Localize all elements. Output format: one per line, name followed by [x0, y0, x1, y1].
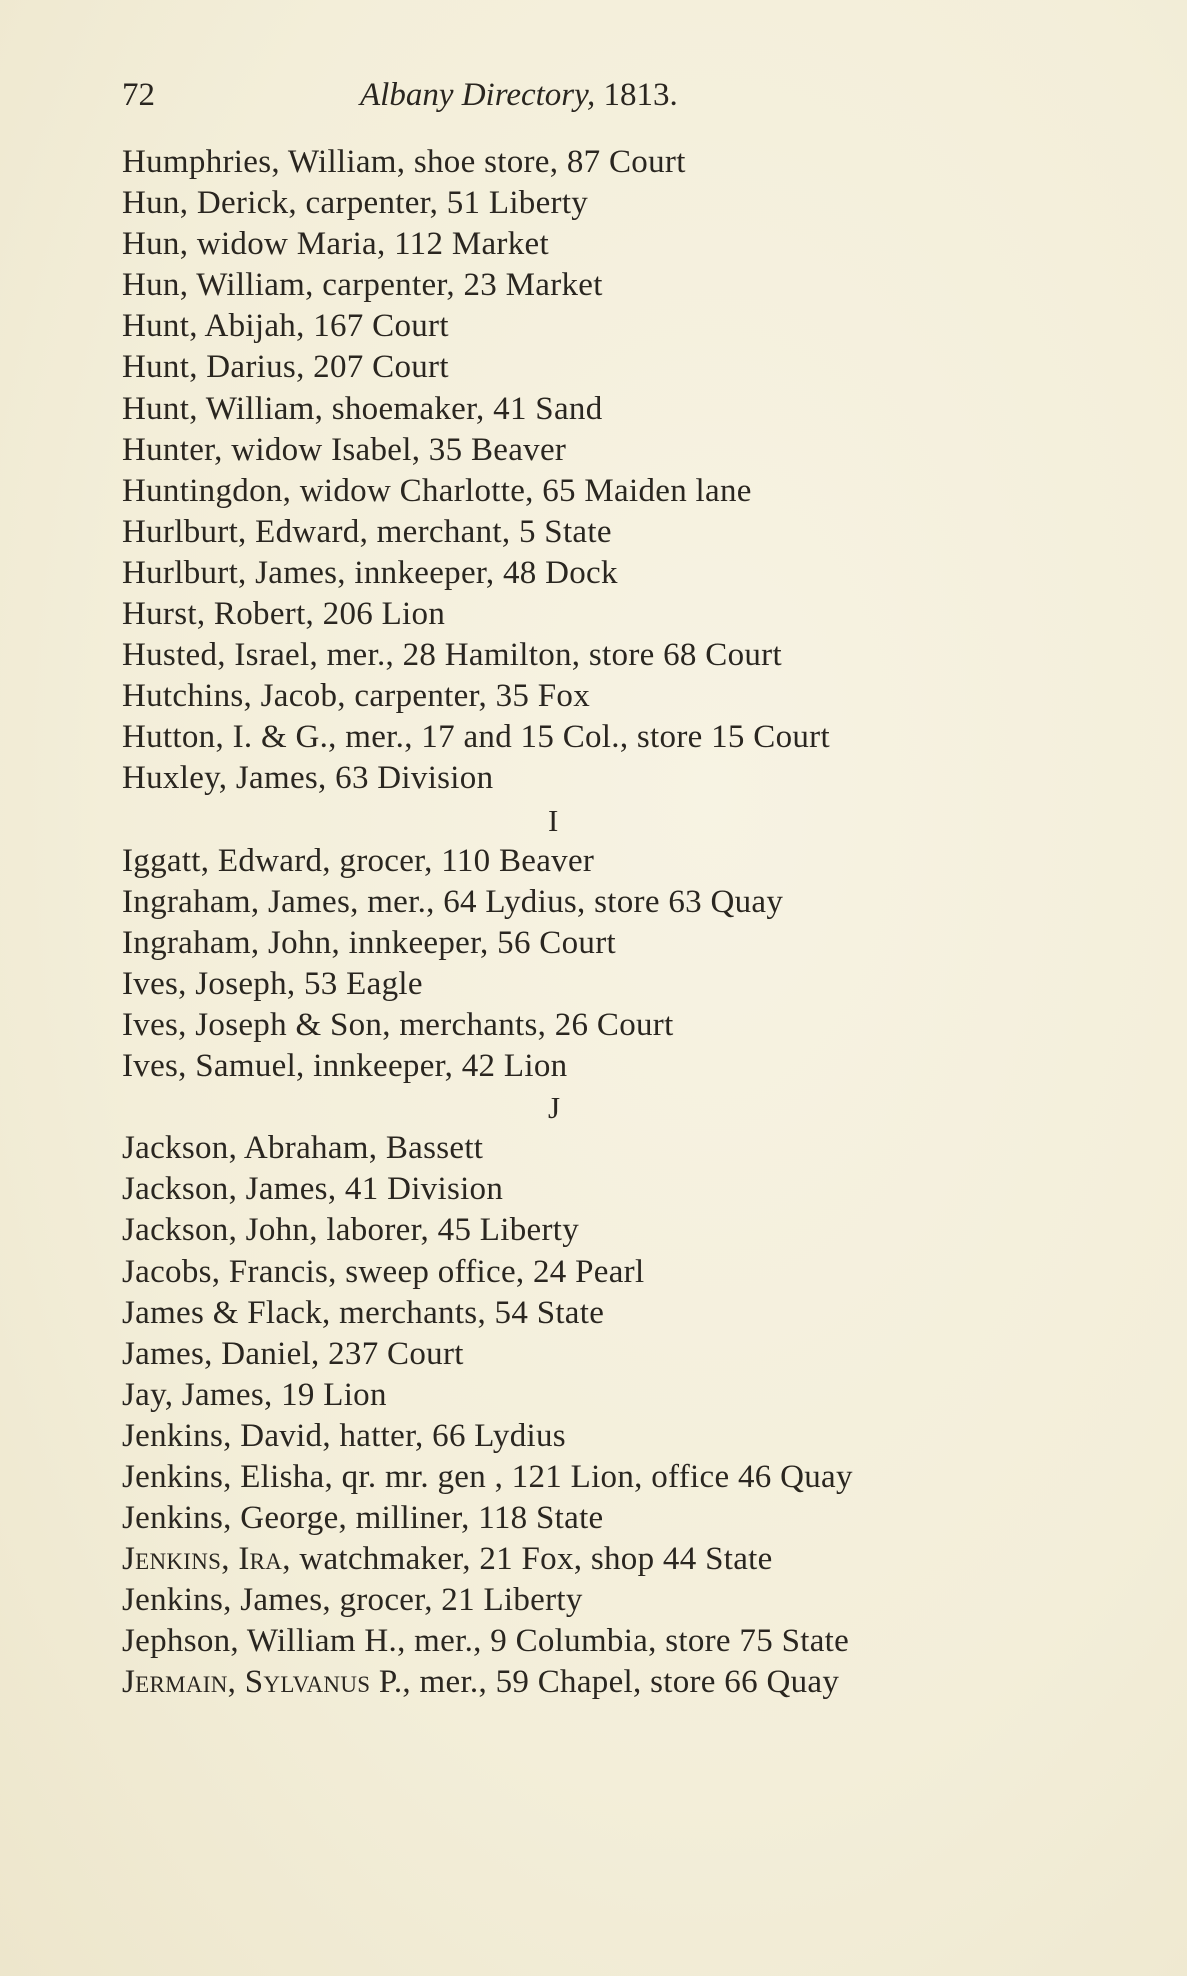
- directory-entry: Hurlburt, Edward, merchant, 5 State: [122, 513, 612, 550]
- page-number: 72: [122, 77, 155, 113]
- directory-entry: Jackson, John, laborer, 45 Liberty: [122, 1212, 580, 1249]
- directory-entry: James & Flack, merchants, 54 State: [122, 1294, 605, 1331]
- directory-entry: Ives, Joseph, 53 Eagle: [122, 965, 423, 1002]
- directory-entry-jermain: [122, 1662, 1122, 1703]
- directory-entry: Hunt, William, shoemaker, 41 Sand: [122, 390, 603, 427]
- entry-name-small-caps: Jermain, Sylvanus P.,: [122, 1664, 411, 1701]
- directory-entry: Hunt, Abijah, 167 Court: [122, 308, 449, 345]
- entry-details: mer., 59 Chapel, store 66 Quay: [410, 1664, 840, 1701]
- directory-entry: Jenkins, James, grocer, 21 Liberty: [122, 1582, 583, 1619]
- directory-entry: Hurlburt, James, innkeeper, 48 Dock: [122, 554, 618, 591]
- directory-entry: Jephson, William H., mer., 9 Columbia, store 75 State: [122, 1623, 850, 1660]
- directory-entry: Husted, Israel, mer., 28 Hamilton, store 68 Court: [122, 637, 782, 674]
- entry-name-small-caps: Jenkins, Ira,: [122, 1541, 291, 1578]
- running-title-italic: Albany Directory,: [360, 77, 596, 113]
- directory-entry: Hurst, Robert, 206 Lion: [122, 596, 446, 633]
- directory-entry: Hunt, Darius, 207 Court: [122, 349, 449, 386]
- directory-entry: Jenkins, David, hatter, 66 Lydius: [122, 1417, 566, 1454]
- directory-entry: Hun, Derick, carpenter, 51 Liberty: [122, 185, 589, 222]
- directory-entry: Iggatt, Edward, grocer, 110 Beaver: [122, 842, 595, 879]
- directory-entry: Jackson, Abraham, Bassett: [122, 1130, 484, 1167]
- directory-entry: Jenkins, George, milliner, 118 State: [122, 1500, 604, 1537]
- directory-entry: Jackson, James, 41 Division: [122, 1171, 504, 1208]
- directory-entry-ira: [122, 1539, 1122, 1580]
- running-title: [360, 72, 678, 118]
- directory-entry: Ingraham, John, innkeeper, 56 Court: [122, 924, 616, 961]
- running-title-year: 1813.: [595, 77, 678, 113]
- directory-entry: Ives, Joseph & Son, merchants, 26 Court: [122, 1006, 674, 1043]
- directory-entry: Huxley, James, 63 Division: [122, 760, 494, 797]
- section-letter-j: J: [548, 1090, 561, 1126]
- entry-details: watchmaker, 21 Fox, shop 44 State: [290, 1541, 773, 1578]
- directory-entry: Jay, James, 19 Lion: [122, 1376, 387, 1413]
- directory-entry: Jenkins, Elisha, qr. mr. gen , 121 Lion, office 46 Quay: [122, 1459, 853, 1495]
- directory-entry: Hutton, I. & G., mer., 17 and 15 Col., store 15 Court: [122, 719, 830, 756]
- directory-entry: Humphries, William, shoe store, 87 Court: [122, 144, 686, 180]
- directory-entry: Hun, William, carpenter, 23 Market: [122, 267, 603, 304]
- directory-entry: Hun, widow Maria, 112 Market: [122, 226, 549, 263]
- directory-entry: Huntingdon, widow Charlotte, 65 Maiden lane: [122, 472, 752, 509]
- directory-entry: Hutchins, Jacob, carpenter, 35 Fox: [122, 678, 591, 715]
- page-header: [122, 72, 822, 118]
- directory-entry: Jacobs, Francis, sweep office, 24 Pearl: [122, 1253, 645, 1290]
- directory-entries: [122, 142, 1122, 1704]
- directory-entry: Ingraham, James, mer., 64 Lydius, store 63 Quay: [122, 883, 784, 920]
- directory-entry: Ives, Samuel, innkeeper, 42 Lion: [122, 1048, 568, 1085]
- directory-entry: Hunter, widow Isabel, 35 Beaver: [122, 431, 567, 468]
- section-letter-i: I: [548, 802, 559, 838]
- directory-entry: James, Daniel, 237 Court: [122, 1335, 464, 1372]
